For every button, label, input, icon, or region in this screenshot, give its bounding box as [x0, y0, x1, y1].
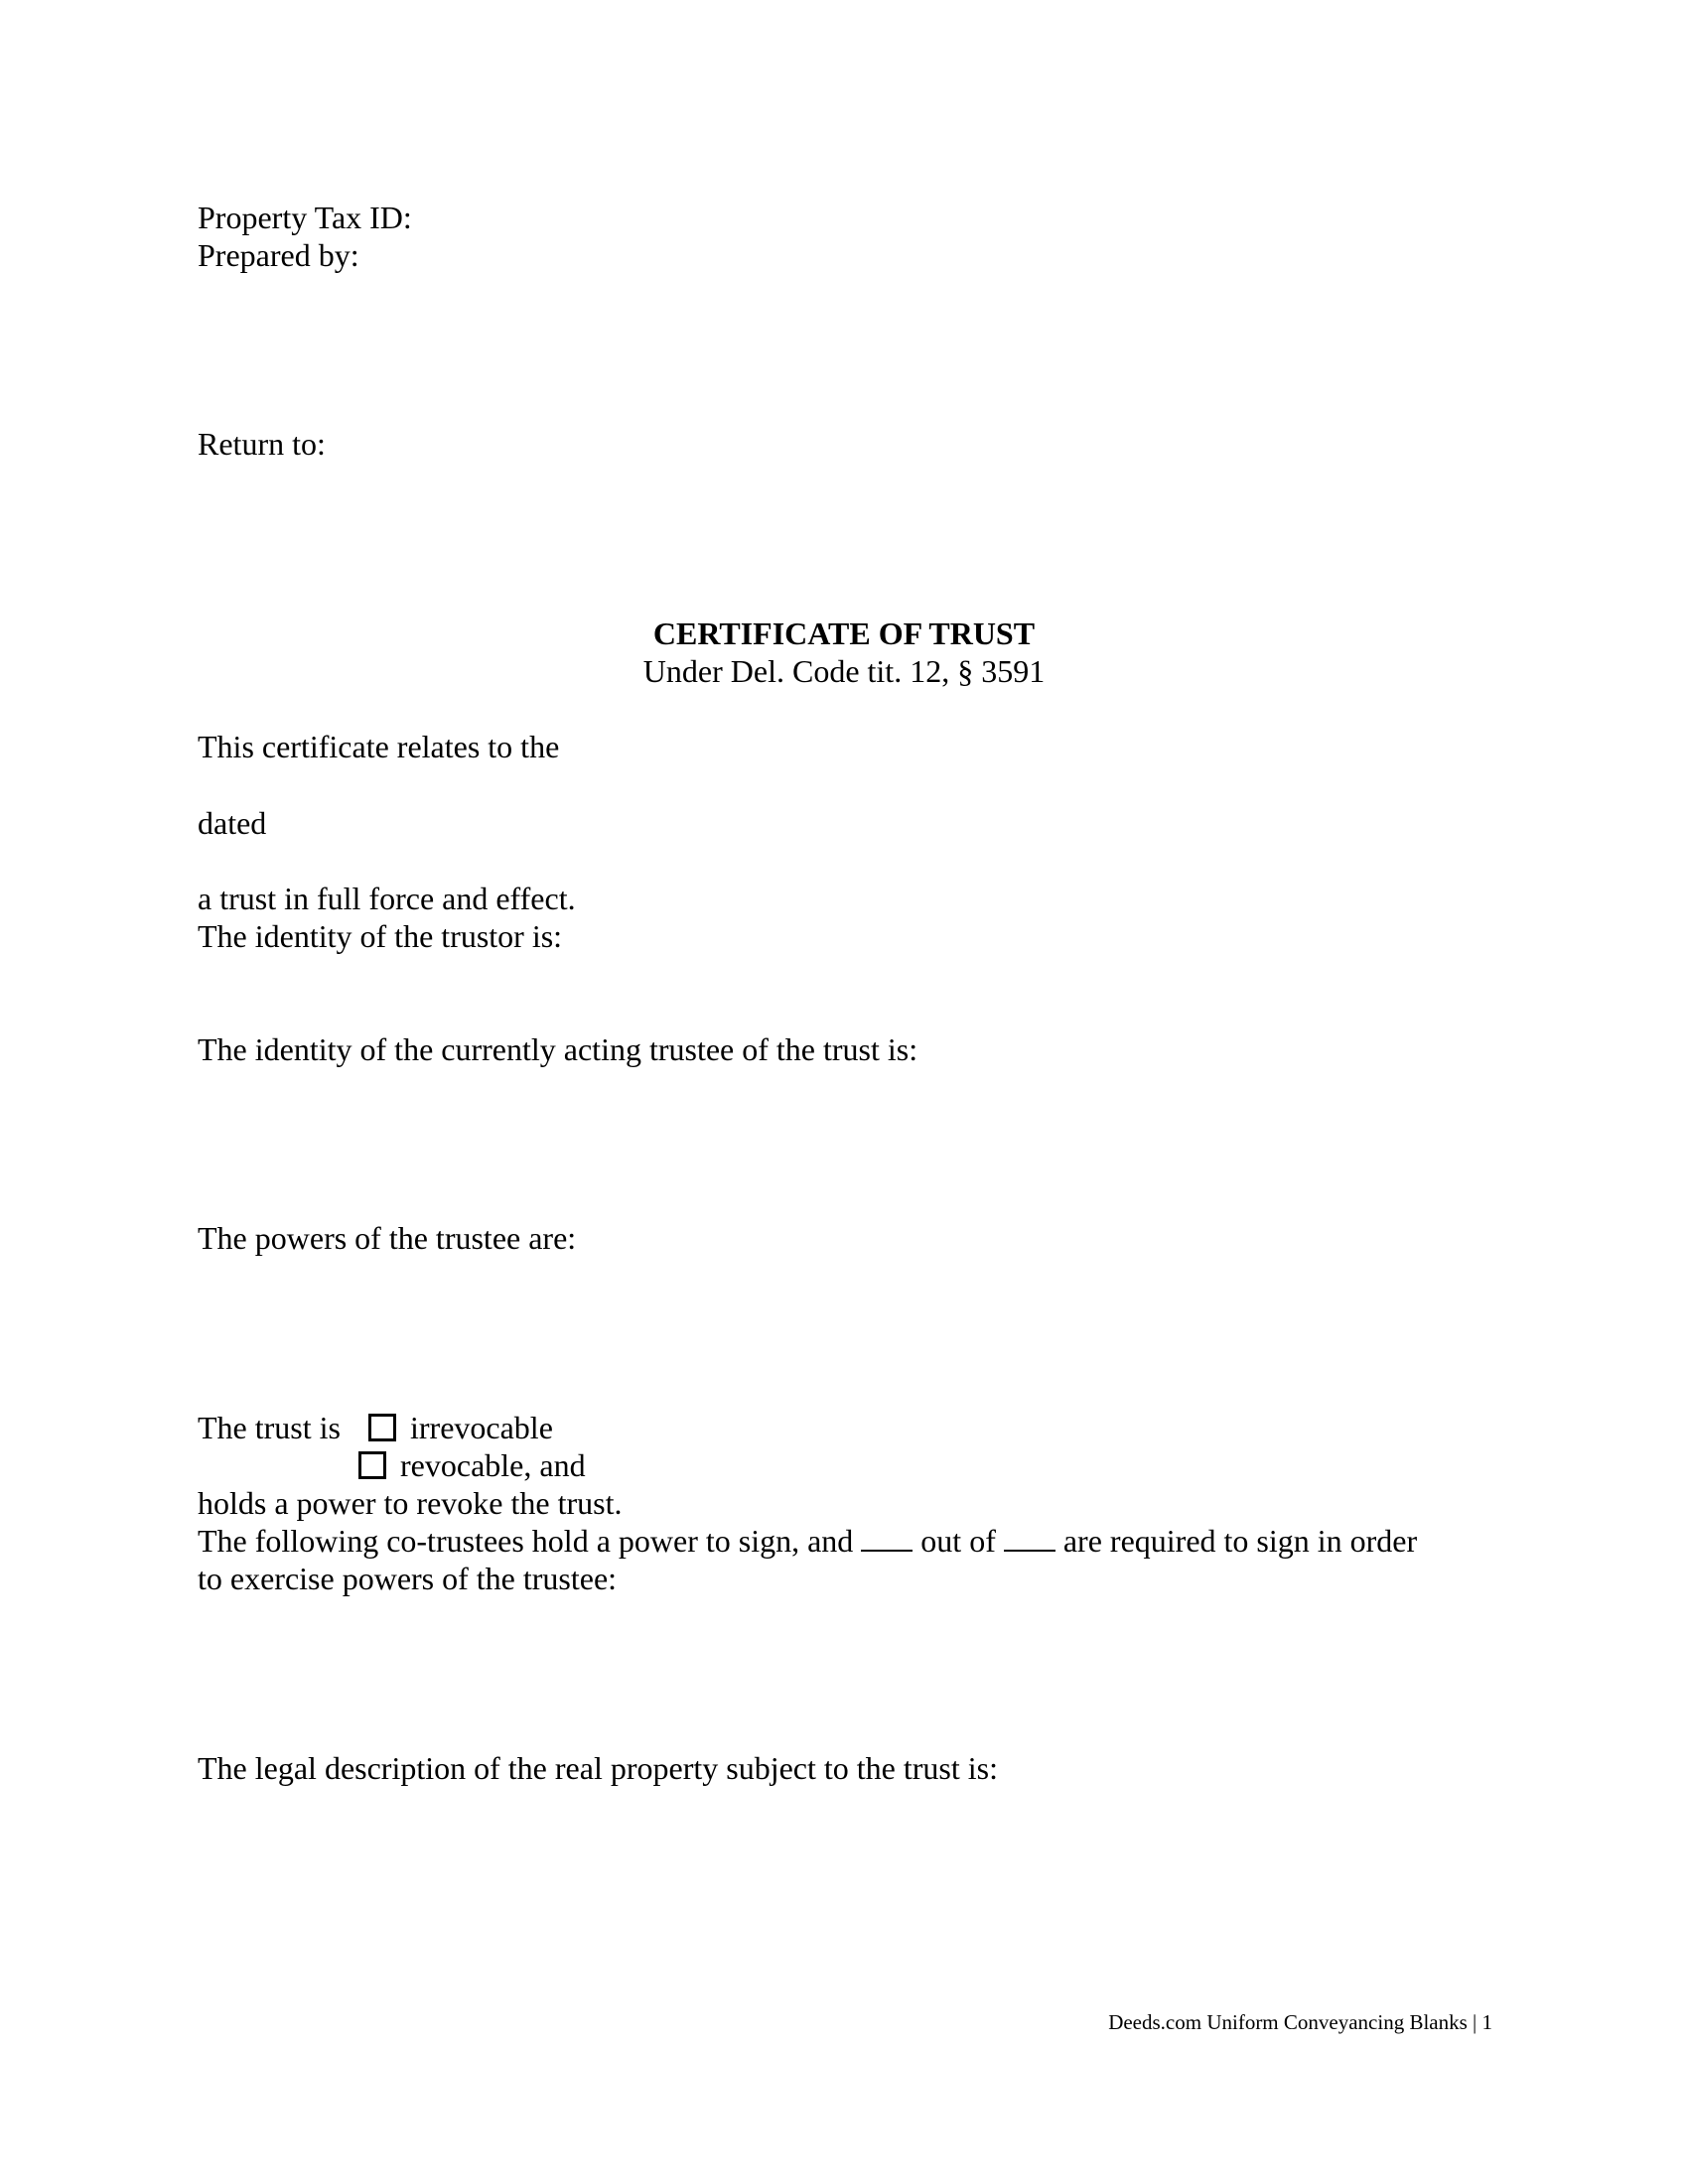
return-to-label: Return to: — [198, 426, 326, 462]
revocable-row — [358, 1446, 586, 1484]
signers-total-blank[interactable] — [1004, 1524, 1055, 1552]
cotrustees-text-part3: are required to sign in order — [1062, 1523, 1418, 1559]
trustee-powers-text: The powers of the trustee are: — [198, 1220, 577, 1256]
full-force-text: a trust in full force and effect. — [198, 881, 576, 916]
trust-type-row — [198, 1409, 553, 1446]
cotrustees-sentence — [198, 1522, 1417, 1560]
trust-is-label: The trust is — [198, 1410, 341, 1445]
relates-to-text: This certificate relates to the — [198, 729, 560, 764]
revocable-checkbox[interactable] — [358, 1451, 386, 1479]
trustee-identity-text: The identity of the currently acting trustee of the trust is: — [198, 1031, 918, 1067]
cotrustees-text-part2: out of — [920, 1523, 996, 1559]
holds-power-text: holds a power to revoke the trust. — [198, 1485, 623, 1521]
irrevocable-checkbox[interactable] — [368, 1414, 396, 1441]
signers-required-blank[interactable] — [861, 1524, 913, 1552]
trustor-identity-text: The identity of the trustor is: — [198, 918, 563, 954]
cotrustees-text-part1: The following co-trustees hold a power to sign, and — [198, 1523, 854, 1559]
property-tax-id-label: Property Tax ID: — [198, 200, 412, 235]
document-subtitle: Under Del. Code tit. 12, § 3591 — [642, 653, 1046, 689]
page-footer: Deeds.com Uniform Conveyancing Blanks | 1 — [1108, 2010, 1492, 2034]
dated-text: dated — [198, 805, 267, 841]
legal-description-text: The legal description of the real property subject to the trust is: — [198, 1750, 998, 1786]
prepared-by-label: Prepared by: — [198, 237, 359, 273]
revocable-label: revocable, and — [400, 1447, 586, 1483]
irrevocable-label: irrevocable — [409, 1410, 553, 1445]
document-title: CERTIFICATE OF TRUST — [652, 615, 1036, 651]
cotrustees-line2: to exercise powers of the trustee: — [198, 1561, 618, 1596]
